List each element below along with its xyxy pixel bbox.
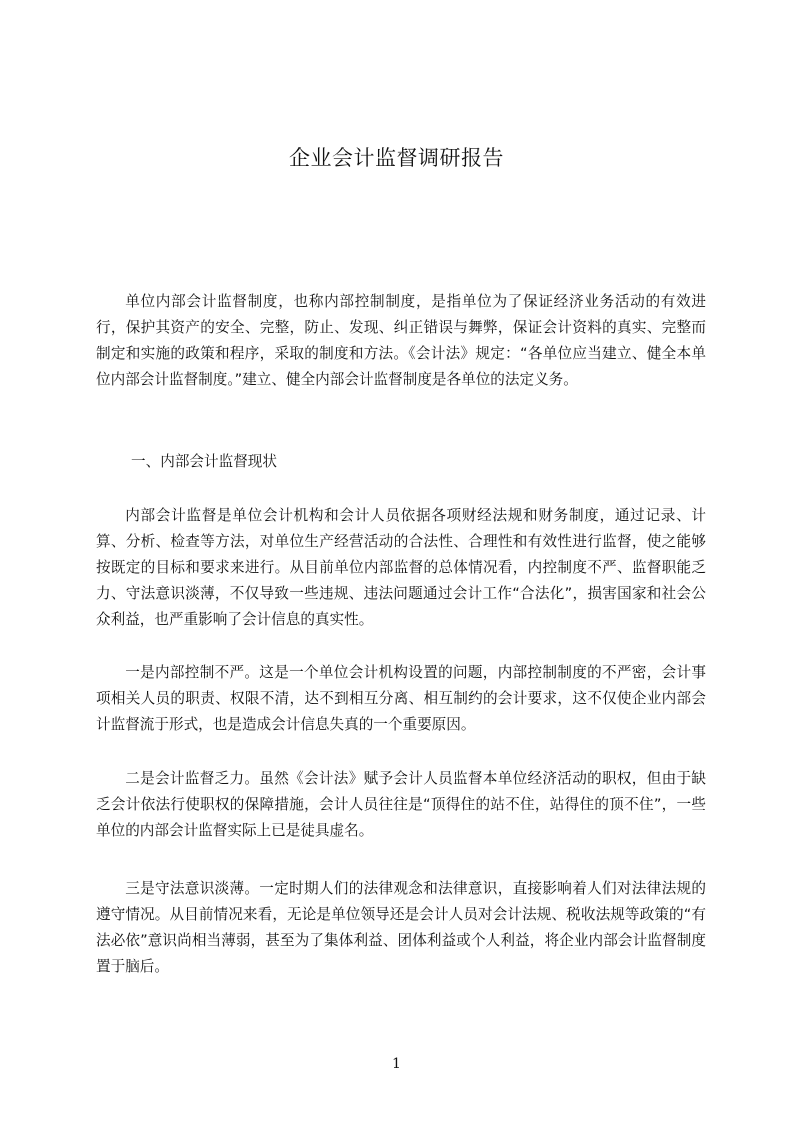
document-title: 企业会计监督调研报告 <box>289 146 504 170</box>
point-two-paragraph: 二是会计监督乏力。虽然《会计法》赋予会计人员监督本单位经济活动的职权，但由于缺乏会计依法行使职权的保障措施，会计人员往往是“顶得住的站不住，站得住的顶不住”，一些单位的内部会计监督实际上已是徒具虚名。 <box>96 770 706 839</box>
page-number: 1 <box>392 1056 401 1072</box>
intro-paragraph: 单位内部会计监督制度，也称内部控制制度，是指单位为了保证经济业务活动的有效进行，保护其资产的安全、完整，防止、发现、纠正错误与舞弊，保证会计资料的真实、完整而制定和实施的政策和程序，采取的制度和方法。《会计法》规定：“各单位应当建立、健全本单位内部会计监督制度。”建立、健全内部会计监督制度是各单位的法定义务。 <box>96 293 706 388</box>
section-heading-status: 一、内部会计监督现状 <box>131 453 277 470</box>
point-three-paragraph: 三是守法意识淡薄。一定时期人们的法律观念和法律意识，直接影响着人们对法律法规的遵守情况。从目前情况来看，无论是单位领导还是会计人员对会计法规、税收法规等政策的“有法必依”意识尚相当薄弱，甚至为了集体利益、团体利益或个人利益，将企业内部会计监督制度置于脑后。 <box>96 880 706 975</box>
status-paragraph: 内部会计监督是单位会计机构和会计人员依据各项财经法规和财务制度，通过记录、计算、分析、检查等方法，对单位生产经营活动的合法性、合理性和有效性进行监督，使之能够按既定的目标和要求来进行。从目前单位内部监督的总体情况看，内控制度不严、监督职能乏力、守法意识淡薄，不仅导致一些违规、违法问题通过会计工作“合法化”，损害国家和社会公众利益，也严重影响了会计信息的真实性。 <box>96 507 706 628</box>
point-one-paragraph: 一是内部控制不严。这是一个单位会计机构设置的问题，内部控制制度的不严密，会计事项相关人员的职责、权限不清，达不到相互分离、相互制约的会计要求，这不仅使企业内部会计监督流于形式，也是造成会计信息失真的一个重要原因。 <box>96 664 706 733</box>
